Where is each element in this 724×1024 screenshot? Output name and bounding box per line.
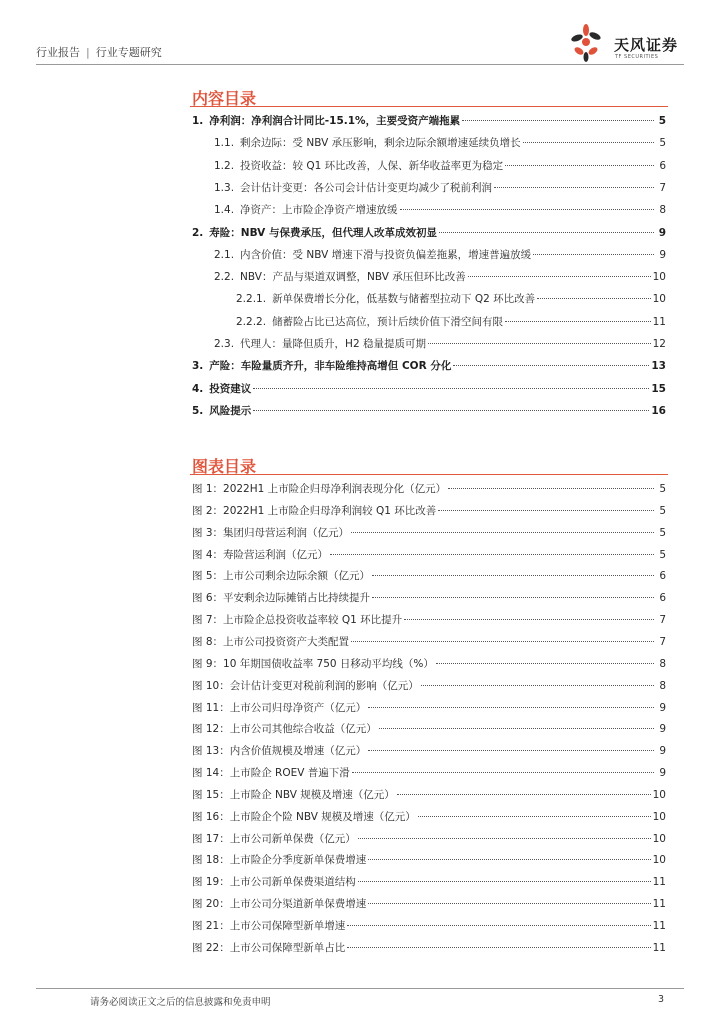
- logo-flower-icon: [568, 20, 618, 64]
- report-header: [36, 44, 162, 60]
- figure-leader-dots: [421, 685, 654, 686]
- figure-entry-page: 6: [659, 570, 666, 583]
- toc-entry-label: [192, 225, 437, 240]
- figure-entry-text: 图 21：上市公司保障型新单增速: [192, 920, 346, 932]
- toc-leader-dots: [505, 321, 651, 322]
- page-number: 3: [657, 994, 664, 1005]
- toc-entry-label: [192, 403, 251, 418]
- toc-entry[interactable]: [192, 381, 666, 397]
- toc-leader-dots: [253, 388, 649, 389]
- figure-entry-page: 11: [652, 941, 666, 954]
- toc-entry-label: [214, 202, 398, 217]
- figure-leader-dots: [352, 772, 654, 773]
- figure-leader-dots: [436, 663, 654, 664]
- toc-entry-number: 3.: [192, 360, 204, 373]
- figure-entry[interactable]: [192, 656, 666, 672]
- toc-leader-dots: [537, 298, 650, 299]
- toc-entry-text: 风险提示: [209, 404, 252, 417]
- figure-entry-text: 图 11：上市公司归母净资产（亿元）: [192, 701, 367, 714]
- figure-entry-text: 图 17：上市公司新单保费（亿元）: [192, 832, 356, 845]
- toc-entry-page: 13: [651, 360, 666, 373]
- figure-leader-dots: [379, 728, 654, 729]
- toc-leader-dots: [439, 232, 654, 233]
- toc-entry[interactable]: [192, 358, 666, 374]
- figure-entry-text: 图 22：上市公司保障型新单占比: [192, 941, 346, 954]
- figure-leader-dots: [347, 925, 650, 926]
- toc-entry-number: 2.2.: [214, 271, 235, 284]
- figure-entry-text: 图 10：会计估计变更对税前利润的影响（亿元）: [192, 679, 419, 692]
- figure-entry[interactable]: [192, 852, 666, 868]
- toc-entry-text: NBV：产品与渠道双调整，NBV 承压但环比改善: [240, 271, 466, 284]
- toc-entry[interactable]: [214, 202, 666, 218]
- toc-entry-number: 4.: [192, 382, 204, 395]
- toc-title: 内容目录: [192, 89, 257, 108]
- figure-entry[interactable]: [192, 809, 666, 825]
- figure-entry-text: 图 2：2022H1 上市险企归母净利润较 Q1 环比改善: [192, 504, 437, 517]
- figure-entry-page: 11: [652, 898, 666, 911]
- toc-leader-dots: [523, 142, 654, 143]
- figure-leader-dots: [404, 619, 654, 620]
- figure-leader-dots: [372, 597, 654, 598]
- figure-entry[interactable]: [192, 634, 666, 650]
- figure-entry-text: 图 6：平安剩余边际摊销占比持续提升: [192, 592, 371, 605]
- figure-entry[interactable]: [192, 831, 666, 847]
- toc-entry-label: [192, 381, 251, 396]
- toc-entry-page: 12: [652, 338, 666, 350]
- toc-entry-number: 1.1.: [214, 137, 235, 150]
- toc-entry[interactable]: [214, 135, 666, 151]
- toc-entry-label: [214, 336, 426, 351]
- figure-entry-page: 10: [652, 788, 666, 801]
- toc-entry[interactable]: [214, 247, 666, 263]
- toc-entry-number: 1.3.: [214, 181, 235, 194]
- figure-entry-page: 6: [659, 592, 666, 605]
- figure-entry-text: 图 4：寿险营运利润（亿元）: [192, 548, 329, 561]
- toc-entry-page: 5: [658, 115, 666, 127]
- figure-leader-dots: [448, 488, 654, 489]
- toc-leader-dots: [428, 343, 651, 344]
- figure-entry[interactable]: [192, 765, 666, 781]
- toc-entry-number: 2.1.: [214, 248, 235, 261]
- toc-entry[interactable]: [192, 113, 666, 129]
- toc-leader-dots: [400, 209, 654, 210]
- figure-entry-text: 图 16：上市险企个险 NBV 规模及增速（亿元）: [192, 810, 416, 823]
- figure-entry[interactable]: [192, 678, 666, 694]
- toc-entry-number: 2.: [192, 226, 204, 239]
- toc-title-underline: [190, 106, 668, 107]
- figure-entry[interactable]: [192, 590, 666, 606]
- figure-entry-text: 图 19：上市公司新单保费渠道结构: [192, 876, 356, 889]
- toc-entry-label: [214, 158, 503, 173]
- figure-entry-text: 图 12：上市公司其他综合收益（亿元）: [192, 723, 377, 736]
- toc-entry-label: [214, 247, 531, 262]
- figure-entry-page: 8: [659, 657, 666, 670]
- toc-entry-number: 2.2.2.: [236, 315, 267, 328]
- figure-leader-dots: [438, 510, 654, 511]
- figure-leader-dots: [368, 707, 654, 708]
- figure-entry-page: 10: [652, 854, 666, 867]
- figure-entry-text: 图 13：内含价值规模及增速（亿元）: [192, 745, 367, 758]
- header-separator: |: [86, 46, 90, 59]
- toc-entry-number: 5.: [192, 404, 204, 417]
- toc-entry-number: 1.4.: [214, 204, 235, 217]
- toc-entry[interactable]: [192, 403, 666, 419]
- figure-entry-text: 图 1：2022H1 上市险企归母净利润表现分化（亿元）: [192, 483, 447, 495]
- figure-entry[interactable]: [192, 547, 666, 563]
- figure-entry[interactable]: [192, 940, 666, 956]
- brand-name-cn: 天风证券: [614, 36, 679, 54]
- toc-entry-label: [214, 180, 492, 195]
- toc-entry-text: 新单保费增长分化，低基数与储蓄型拉动下 Q2 环比改善: [272, 293, 536, 306]
- figure-leader-dots: [351, 532, 654, 533]
- figure-leader-dots: [347, 947, 650, 948]
- toc-entry-page: 15: [651, 382, 666, 395]
- toc-entry-page: 11: [652, 315, 666, 328]
- toc-entry-page: 10: [652, 293, 666, 306]
- toc-entry-text: 投资建议: [209, 382, 252, 395]
- footer-disclaimer: 请务必阅读正文之后的信息披露和免责申明: [90, 997, 271, 1008]
- toc-entry-page: 5: [659, 137, 666, 150]
- toc-entry-label: [214, 135, 521, 150]
- figure-entry-page: 10: [652, 832, 666, 845]
- toc-entry-text: 会计估计变更：各公司会计估计变更均减少了税前利润: [240, 181, 493, 194]
- figure-entry[interactable]: [192, 568, 666, 584]
- toc-entry-text: 代理人：量降但质升，H2 稳量提质可期: [240, 338, 426, 350]
- toc-entry-number: 1.: [192, 115, 204, 127]
- figure-entry-page: 7: [659, 635, 666, 648]
- toc-leader-dots: [253, 410, 649, 411]
- figure-entry[interactable]: [192, 918, 666, 934]
- toc-leader-dots: [453, 365, 649, 366]
- figure-leader-dots: [397, 794, 651, 795]
- figure-entry-text: 图 14：上市险企 ROEV 普遍下滑: [192, 767, 350, 780]
- toc-entry-label: [236, 314, 503, 329]
- header-divider: [36, 64, 684, 65]
- toc-entry-label: [192, 113, 460, 128]
- toc-entry-text: 净资产：上市险企净资产增速放缓: [240, 204, 398, 217]
- toc-entry-number: 2.2.1.: [236, 293, 267, 306]
- figure-entry-page: 5: [659, 548, 666, 561]
- figure-entry-text: 图 20：上市公司分渠道新单保费增速: [192, 898, 367, 911]
- report-subcategory: 行业专题研究: [95, 46, 162, 59]
- figure-leader-dots: [330, 554, 654, 555]
- figure-entry[interactable]: [192, 743, 666, 759]
- figure-entry-page: 7: [659, 614, 666, 627]
- toc-entry-page: 10: [652, 271, 666, 284]
- toc-entry[interactable]: [192, 225, 666, 241]
- toc-entry-text: 剩余边际：受 NBV 承压影响，剩余边际余额增速延续负增长: [240, 137, 521, 150]
- figure-leader-dots: [372, 575, 654, 576]
- figure-entry[interactable]: [192, 721, 666, 737]
- figures-title: 图表目录: [192, 457, 257, 476]
- toc-entry-page: 8: [659, 204, 666, 217]
- toc-entry-number: 1.2.: [214, 159, 235, 172]
- figure-entry[interactable]: [192, 700, 666, 716]
- figure-entry[interactable]: [192, 787, 666, 803]
- figure-leader-dots: [368, 859, 650, 860]
- figure-entry-page: 9: [659, 723, 666, 736]
- figure-entry-page: 9: [659, 745, 666, 758]
- toc-entry-page: 9: [658, 226, 666, 239]
- figure-leader-dots: [368, 903, 650, 904]
- toc-entry-page: 6: [659, 159, 666, 172]
- figures-title-underline: [190, 474, 668, 475]
- toc-leader-dots: [494, 187, 654, 188]
- figure-entry-page: 5: [659, 483, 666, 495]
- toc-leader-dots: [462, 120, 654, 121]
- toc-entry[interactable]: [236, 314, 666, 330]
- footer-divider: [36, 988, 684, 989]
- figure-leader-dots: [358, 881, 651, 882]
- report-category: 行业报告: [36, 46, 80, 59]
- brand-name-en: TF SECURITIES: [615, 54, 659, 60]
- toc-entry-text: 内含价值：受 NBV 增速下滑与投资负偏差拖累，增速普遍放缓: [240, 248, 532, 261]
- figure-entry-page: 5: [659, 504, 666, 517]
- toc-entry-label: [192, 358, 451, 373]
- toc-entry-text: 净利润：净利润合计同比-15.1%，主要受资产端拖累: [209, 115, 461, 127]
- toc-entry[interactable]: [214, 336, 666, 352]
- figure-leader-dots: [368, 750, 654, 751]
- toc-entry-text: 储蓄险占比已达高位，预计后续价值下滑空间有限: [272, 315, 504, 328]
- figure-entry-text: 图 7：上市险企总投资收益率较 Q1 环比提升: [192, 614, 403, 627]
- toc-entry-label: [214, 269, 466, 284]
- toc-entry-page: 9: [659, 248, 666, 261]
- figure-entry-text: 图 5：上市公司剩余边际余额（亿元）: [192, 570, 371, 583]
- figure-leader-dots: [418, 816, 651, 817]
- toc-leader-dots: [505, 165, 654, 166]
- figure-leader-dots: [351, 641, 654, 642]
- toc-entry[interactable]: [236, 291, 666, 307]
- figure-entry-text: 图 9：10 年期国债收益率 750 日移动平均线（%）: [192, 657, 434, 670]
- figure-entry[interactable]: [192, 612, 666, 628]
- figure-entry[interactable]: [192, 503, 666, 519]
- toc-entry-number: 2.3.: [214, 338, 235, 350]
- figure-entry-page: 10: [652, 810, 666, 823]
- toc-entry-page: 7: [659, 181, 666, 194]
- toc-entry-text: 寿险：NBV 与保费承压，但代理人改革成效初显: [209, 226, 437, 239]
- figure-entry-page: 9: [659, 701, 666, 714]
- figure-entry-text: 图 3：集团归母营运利润（亿元）: [192, 526, 350, 539]
- figure-entry-text: 图 8：上市公司投资资产大类配置: [192, 635, 350, 648]
- figure-entry[interactable]: [192, 896, 666, 912]
- figure-entry[interactable]: [192, 874, 666, 890]
- toc-entry-page: 16: [651, 404, 666, 417]
- toc-entry[interactable]: [214, 158, 666, 174]
- figure-leader-dots: [358, 838, 651, 839]
- figure-entry[interactable]: [192, 525, 666, 541]
- toc-leader-dots: [468, 276, 651, 277]
- toc-entry-text: 产险：车险量质齐升，非车险维持高增但 COR 分化: [209, 360, 452, 373]
- figure-entry-page: 5: [659, 526, 666, 539]
- toc-leader-dots: [533, 254, 654, 255]
- toc-entry-text: 投资收益：较 Q1 环比改善，人保、新华收益率更为稳定: [240, 159, 504, 172]
- figure-entry-page: 8: [659, 679, 666, 692]
- figure-entry[interactable]: [192, 481, 666, 497]
- figure-entry-page: 9: [659, 767, 666, 780]
- toc-entry[interactable]: [214, 269, 666, 285]
- toc-entry[interactable]: [214, 180, 666, 196]
- figure-entry-text: 图 18：上市险企分季度新单保费增速: [192, 854, 367, 867]
- figure-entry-page: 11: [652, 920, 666, 932]
- figure-entry-page: 11: [652, 876, 666, 889]
- toc-entry-label: [236, 291, 535, 306]
- figure-entry-text: 图 15：上市险企 NBV 规模及增速（亿元）: [192, 788, 395, 801]
